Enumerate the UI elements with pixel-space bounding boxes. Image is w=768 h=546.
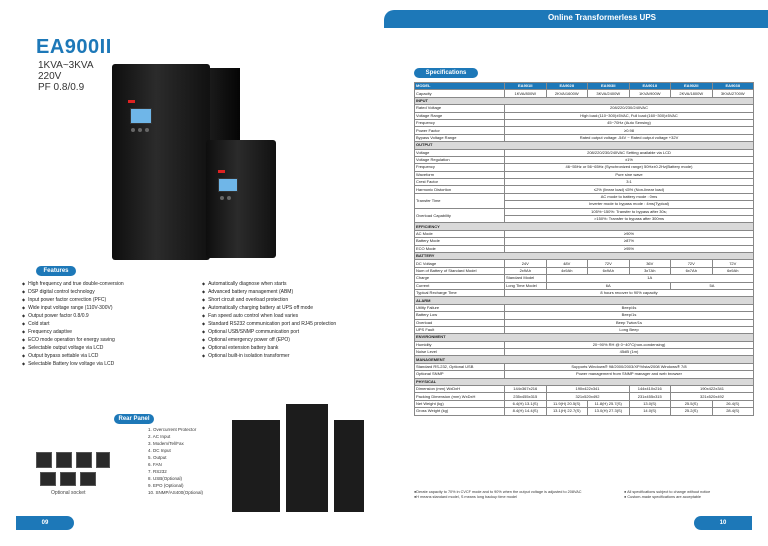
row-label: Utility Failure <box>415 304 505 311</box>
row-label: Voltage <box>415 149 505 156</box>
feature-item: ◆ Optional USB/SNMP communication port <box>202 328 336 336</box>
row-label: Waveform <box>415 171 505 178</box>
table-row <box>415 112 754 119</box>
table-cell: Inverter mode to bypass mode : 4ms(Typical) <box>505 201 754 208</box>
note: ●H means standard model, S means long backup time model <box>414 495 517 499</box>
section-title: ENVIRONMENT <box>415 334 754 341</box>
rear-panel-list <box>148 426 203 496</box>
table-cell: 25.2(S) <box>671 408 713 415</box>
specifications-table <box>414 82 754 416</box>
feature-item: ◆ Short circuit and overload protection <box>202 296 336 304</box>
table-cell: 28.4(S) <box>712 408 754 415</box>
row-label: Overload <box>415 319 505 326</box>
note: ●Derate capacity to 70% in CVCF mode and to 90% when the output voltage is adjusted to 208VAC <box>414 490 582 494</box>
row-label: Num of Battery of Standard Model <box>415 267 505 274</box>
table-cell: 11.8(H) 25.7(S) <box>588 400 630 407</box>
row-label: Rated Voltage <box>415 105 505 112</box>
table-cell: ≥95% <box>505 245 754 252</box>
note: ● Custom-made specifications are acceptable <box>624 495 702 499</box>
table-cell: 45~70Hz (Auto Sensing) <box>505 119 754 126</box>
table-cell: 190x422x341 <box>671 386 754 393</box>
power-button <box>131 128 135 132</box>
section-title: INPUT <box>415 97 754 104</box>
table-cell: 72V <box>712 260 754 267</box>
table-cell: 2KVA/1600W <box>546 90 588 97</box>
section-title: MANAGEMENT <box>415 356 754 363</box>
table-cell: 8 hours recover to 90% capacity <box>505 289 754 296</box>
column-header: EA903II <box>712 83 754 90</box>
row-label: Current <box>415 282 505 289</box>
socket-3-image <box>76 452 92 468</box>
row-sublabel: Standard Model <box>505 275 547 282</box>
lcd-display-small <box>218 178 238 192</box>
socket-1-image <box>36 452 52 468</box>
table-cell: 3x7Ah <box>629 267 671 274</box>
model-title: EA900II <box>36 36 112 58</box>
section-row <box>415 297 754 304</box>
row-label: ECO Mode <box>415 245 505 252</box>
row-label: DC Voltage <box>415 260 505 267</box>
table-row <box>415 267 754 274</box>
feature-item: ◆ Automatically charging battery at UPS off mode <box>202 304 336 312</box>
table-cell: 1KVA/800W <box>505 90 547 97</box>
section-title: PHYSICAL <box>415 378 754 385</box>
table-cell: 4x9Ah <box>546 267 588 274</box>
table-cell: 208/220/230/240VAC Setting available via LCD <box>505 149 754 156</box>
rear-item: 10. SNMP/AS400(Optional) <box>148 490 204 495</box>
row-label: AC Mode <box>415 230 505 237</box>
capacity-range: 1KVA~3KVA <box>38 60 94 71</box>
table-row <box>415 156 754 163</box>
table-cell: 72V <box>671 260 713 267</box>
table-cell: 235x455x315 <box>505 393 547 400</box>
select-button <box>145 128 149 132</box>
features-column-1 <box>22 280 124 368</box>
rear-panel-image-1 <box>232 420 280 512</box>
table-row <box>415 245 754 252</box>
table-row <box>415 363 754 370</box>
row-label: Harmonic Distortion <box>415 186 505 193</box>
section-title: EFFICIENCY <box>415 223 754 230</box>
row-label: Bypass Voltage Range <box>415 134 505 141</box>
table-cell: 13.0(S) <box>629 400 671 407</box>
section-row <box>415 356 754 363</box>
feature-item: ◆ DSP digital control technology <box>22 288 124 296</box>
table-cell: 190x422x341 <box>546 386 629 393</box>
banner-title: Online Transformerless UPS <box>547 13 656 22</box>
table-cell: High load:(110~300)±5VAC, Full load:(160~300)±5VAC <box>505 112 754 119</box>
table-cell: 5A <box>671 282 754 289</box>
features-column-2 <box>202 280 336 360</box>
table-cell: 105%~150%: Transfer to bypass after 30s; <box>505 208 754 215</box>
table-cell: Beep/1s <box>505 312 754 319</box>
specifications-heading: Specifications <box>414 68 478 78</box>
table-row <box>415 393 754 400</box>
column-header: EA903II <box>588 83 630 90</box>
row-label: Voltage Regulation <box>415 156 505 163</box>
row-label: Voltage Range <box>415 112 505 119</box>
row-label: Battery Mode <box>415 238 505 245</box>
table-row <box>415 371 754 378</box>
column-header: EA901II <box>629 83 671 90</box>
row-label: Overload Capability <box>415 208 505 223</box>
table-row <box>415 386 754 393</box>
table-row <box>415 275 754 282</box>
table-cell: 321x520x492 <box>546 393 629 400</box>
row-sublabel: Long Time Model <box>505 282 547 289</box>
section-row <box>415 378 754 385</box>
feature-item: ◆ Output bypass settable via LCD <box>22 352 124 360</box>
row-label: Power Factor <box>415 127 505 134</box>
row-label: Gross Weight (kg) <box>415 408 505 415</box>
column-header: EA902II <box>671 83 713 90</box>
feature-item: ◆ Input power factor correction (PFC) <box>22 296 124 304</box>
table-row <box>415 119 754 126</box>
table-cell: ≥90% <box>505 230 754 237</box>
table-cell: 321x520x492 <box>671 393 754 400</box>
table-row <box>415 408 754 415</box>
row-label: Capacity <box>415 90 505 97</box>
table-row <box>415 282 754 289</box>
table-cell: 144x367x216 <box>505 386 547 393</box>
section-title: ALARM <box>415 297 754 304</box>
table-row <box>415 238 754 245</box>
row-label: Transfer Time <box>415 193 505 208</box>
table-cell: 6A <box>546 282 671 289</box>
feature-item: ◆ Advanced battery management (ABM) <box>202 288 336 296</box>
feature-item: ◆ Optional emergency power off (EPO) <box>202 336 336 344</box>
rear-panel-image-2 <box>286 404 328 512</box>
table-cell: 3:1 <box>505 179 754 186</box>
brand-logo-small <box>218 170 225 173</box>
row-label: Frequency <box>415 164 505 171</box>
table-row <box>415 341 754 348</box>
row-label: UPS Fault <box>415 326 505 333</box>
section-title: BATTERY <box>415 252 754 259</box>
table-cell: >150%: Transfer to bypass after 300ms <box>505 216 754 223</box>
table-cell: 208/220/230/240VAC <box>505 105 754 112</box>
table-cell: ±1% <box>505 156 754 163</box>
table-cell: 2KVA/1800W <box>671 90 713 97</box>
page-number-left: 09 <box>16 516 74 530</box>
rear-item: 2. AC Input <box>148 434 171 439</box>
feature-item: ◆ Selectable Battery low voltage via LCD <box>22 360 124 368</box>
table-cell: Long Beep <box>505 326 754 333</box>
table-cell: Beep Twice/1s <box>505 319 754 326</box>
specifications-table-wrap <box>414 82 754 416</box>
table-row <box>415 186 754 193</box>
brand-logo <box>128 100 135 103</box>
rear-item: 4. DC Input <box>148 448 171 453</box>
row-label: Charge <box>415 275 505 282</box>
ups-tower-large-image <box>112 64 210 260</box>
rear-item: 1. Overcurrent Protector <box>148 427 197 432</box>
rear-panel-heading: Rear Panel <box>114 414 154 424</box>
table-header-row <box>415 83 754 90</box>
rear-item: 5. Output <box>148 455 167 460</box>
function-button <box>138 128 142 132</box>
table-cell: 8.4(H) 14.4(S) <box>505 408 547 415</box>
rear-item: 3. Modem/Tel/Fax <box>148 441 184 446</box>
table-row <box>415 179 754 186</box>
table-row <box>415 312 754 319</box>
row-label: Crest Factor <box>415 179 505 186</box>
table-cell: 24V <box>505 260 547 267</box>
table-cell: Beep/4s <box>505 304 754 311</box>
socket-2-image <box>56 452 72 468</box>
table-cell: ≥0.98 <box>505 127 754 134</box>
table-cell: Supports Windows® 98/2000/2003/XP/Vista/2008 Windows® 7/8 <box>505 363 754 370</box>
table-row <box>415 208 754 215</box>
power-factor: PF 0.8/0.9 <box>38 82 85 93</box>
rear-item: 8. USB(Optional) <box>148 476 183 481</box>
table-cell: 11.9(H) 20.5(S) <box>546 400 588 407</box>
table-cell: 6.4(H) 13.1(S) <box>505 400 547 407</box>
socket-4-image <box>96 452 110 468</box>
ups-tower-small-image <box>206 140 276 258</box>
table-cell: 3KVA/2400W <box>588 90 630 97</box>
feature-item: ◆ Automatically diagnose when starts <box>202 280 336 288</box>
rear-item: 9. EPO (Optional) <box>148 483 184 488</box>
table-cell: 1KVA/900W <box>629 90 671 97</box>
feature-item: ◆ High frequency and true double-conversion <box>22 280 124 288</box>
rear-item: 6. FAN <box>148 462 162 467</box>
feature-item: ◆ Frequency adaptive <box>22 328 124 336</box>
socket-7-image <box>80 472 96 486</box>
table-cell: 3KVA/2700W <box>712 90 754 97</box>
row-label: Dimension (mm) WxDxH <box>415 386 505 393</box>
feature-item: ◆ Optional extension battery bank <box>202 344 336 352</box>
right-page <box>384 0 768 546</box>
table-row <box>415 400 754 407</box>
table-cell: 13.0(H) 27.3(S) <box>588 408 630 415</box>
section-row <box>415 97 754 104</box>
table-row <box>415 289 754 296</box>
feature-item: ◆ Selectable output voltage via LCD <box>22 344 124 352</box>
function-button-small <box>227 196 231 200</box>
feature-item: ◆ Optional built-in isolation transformer <box>202 352 336 360</box>
row-label: Battery Low <box>415 312 505 319</box>
rear-item: 7. RS232 <box>148 469 167 474</box>
voltage: 220V <box>38 71 62 82</box>
table-cell: Rated output voltage -54V ~ Rated output voltage +32V <box>505 134 754 141</box>
lcd-display <box>130 108 152 124</box>
row-label: Frequency <box>415 119 505 126</box>
table-cell: 45dB (1m) <box>505 349 754 356</box>
row-label: Net Weight (kg) <box>415 400 505 407</box>
table-row <box>415 171 754 178</box>
table-cell: 36V <box>629 260 671 267</box>
table-cell: 20~90% RH @ 0~40°C(non-condensing) <box>505 341 754 348</box>
column-header: EA901II <box>505 83 547 90</box>
table-cell: 2x9Ah <box>505 267 547 274</box>
page-number-right: 10 <box>694 516 752 530</box>
table-cell: 144x410x216 <box>629 386 671 393</box>
row-label: Optional SNMP <box>415 371 505 378</box>
power-button-small <box>220 196 224 200</box>
row-label: Packing Dimension (mm) WxDxH <box>415 393 505 400</box>
table-cell: 13.1(H) 22.7(S) <box>546 408 588 415</box>
table-row <box>415 149 754 156</box>
table-row <box>415 164 754 171</box>
section-title: OUTPUT <box>415 142 754 149</box>
table-row <box>415 90 754 97</box>
table-cell: AC mode to battery mode : 0ms <box>505 193 754 200</box>
table-cell: ≥87% <box>505 238 754 245</box>
table-cell: 48V <box>546 260 588 267</box>
section-row <box>415 142 754 149</box>
section-row <box>415 252 754 259</box>
table-cell: 72V <box>588 260 630 267</box>
feature-item: ◆ Cold start <box>22 320 124 328</box>
table-row <box>415 260 754 267</box>
table-row <box>415 319 754 326</box>
table-cell: 231x455x315 <box>629 393 671 400</box>
note: ● All specifications subject to change without notice <box>624 490 711 494</box>
section-row <box>415 223 754 230</box>
table-row <box>415 326 754 333</box>
feature-item: ◆ Wide input voltage range (110V-300V) <box>22 304 124 312</box>
table-row <box>415 230 754 237</box>
table-cell: 26.4(S) <box>712 400 754 407</box>
socket-caption: Optional socket <box>51 490 86 496</box>
feature-item: ◆ ECO mode operation for energy saving <box>22 336 124 344</box>
table-cell: 46~55Hz or 56~65Hz (Synchronized range) 50Hz±0.2Hz(Battery mode) <box>505 164 754 171</box>
table-row <box>415 105 754 112</box>
spec-notes <box>414 490 754 500</box>
table-cell: Power management from SNMP manager and web browser <box>505 371 754 378</box>
table-row <box>415 304 754 311</box>
column-header: EA902II <box>546 83 588 90</box>
row-label: Humidity <box>415 341 505 348</box>
table-row <box>415 127 754 134</box>
feature-item: ◆ Standard RS232 communication port and RJ45 protection <box>202 320 336 328</box>
row-label: Typical Recharge Time <box>415 289 505 296</box>
table-cell: Pure sine wave <box>505 171 754 178</box>
feature-item: ◆ Fan speed auto control when load varies <box>202 312 336 320</box>
row-label: Standard RS-232, Optional USB <box>415 363 505 370</box>
row-label: Noise Level <box>415 349 505 356</box>
table-row <box>415 193 754 200</box>
table-cell: 14.0(S) <box>629 408 671 415</box>
feature-item: ◆ Output power factor 0.8/0.9 <box>22 312 124 320</box>
column-header: MODEL <box>415 83 505 90</box>
socket-5-image <box>40 472 56 486</box>
features-heading: Features <box>36 266 76 276</box>
table-cell: ≤2% (linear load) ≤5% (Non-linear load) <box>505 186 754 193</box>
rear-panel-image-3 <box>334 420 364 512</box>
table-cell: 6x9Ah <box>712 267 754 274</box>
table-cell: 25.5(S) <box>671 400 713 407</box>
table-cell: 6x7Ah <box>671 267 713 274</box>
table-cell: 6x9Ah <box>588 267 630 274</box>
socket-6-image <box>60 472 76 486</box>
table-row <box>415 134 754 141</box>
table-row <box>415 349 754 356</box>
table-cell: 1A <box>546 275 754 282</box>
section-row <box>415 334 754 341</box>
